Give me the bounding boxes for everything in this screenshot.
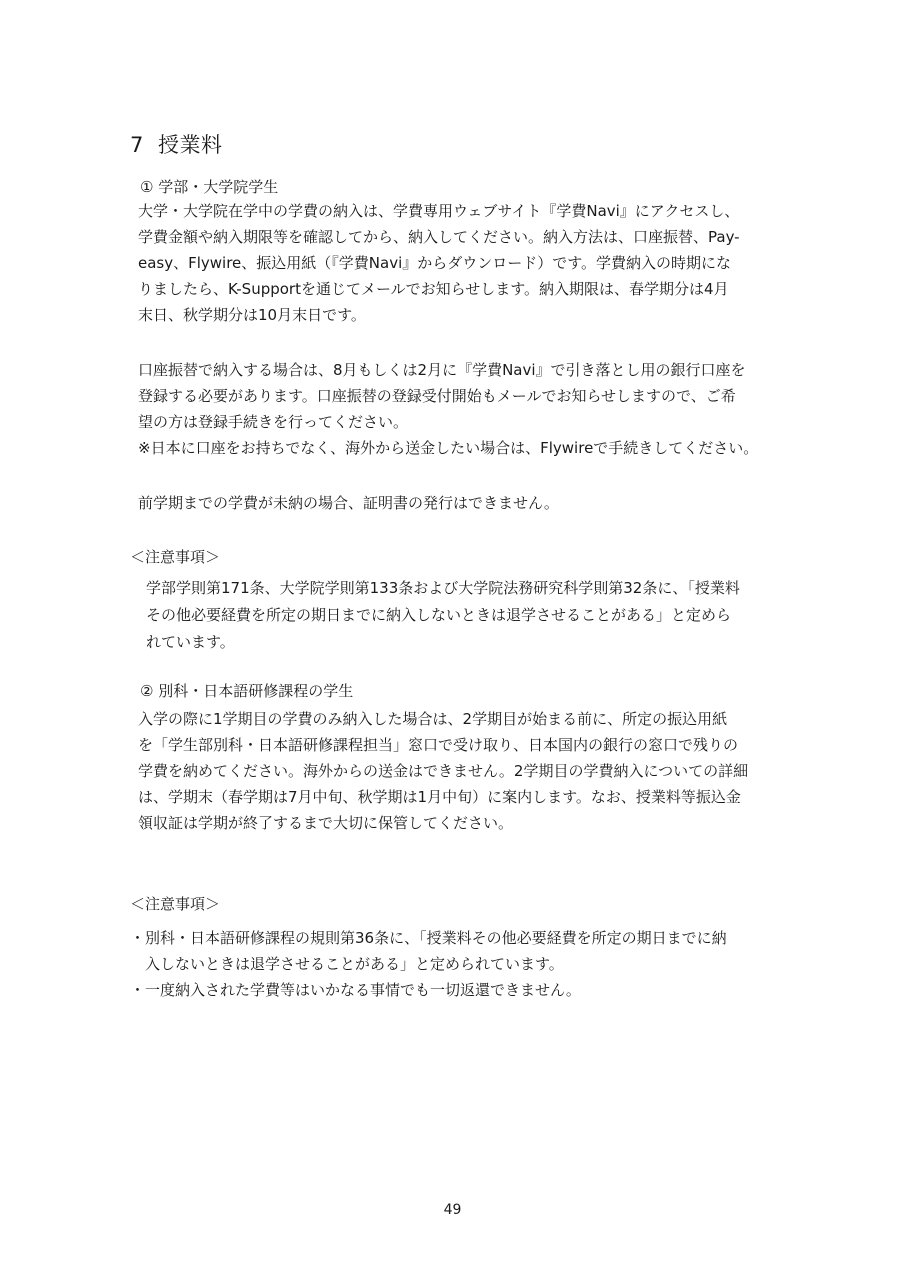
page-number: 49: [443, 1202, 462, 1218]
bullet-item: ・一度納入された学費等はいかなる事情でも一切返還できません。: [130, 981, 581, 999]
note-1-title: ＜注意事項＞: [130, 548, 221, 566]
paragraph-line: 前学期までの学費が未納の場合、証明書の発行はできません。: [138, 494, 559, 512]
paragraph-line: 学費金額や納入期限等を確認してから、納入してください。納入方法は、口座振替、Pay-: [138, 228, 740, 246]
paragraph-line: りましたら、K-Supportを通じてメールでお知らせします。納入期限は、春学期分は4月: [138, 280, 729, 298]
paragraph-line: を「学生部別科・日本語研修課程担当」窓口で受け取り、日本国内の銀行の窓口で残りの: [138, 736, 739, 754]
paragraph-line: 口座振替で納入する場合は、8月もしくは2月に『学費Navi』で引き落とし用の銀行口座を: [138, 361, 746, 379]
note-line: れています。: [146, 633, 235, 651]
paragraph-line: 領収証は学期が終了するまで大切に保管してください。: [138, 814, 514, 832]
paragraph-line: ※日本に口座をお持ちでなく、海外から送金したい場合は、Flywireで手続きしてください。: [138, 439, 759, 457]
subsection-1-paragraph-3: [138, 490, 559, 516]
subsection-1-paragraph-2: [138, 357, 758, 461]
note-line: その他必要経費を所定の期日までに納入しないときは退学させることがある」と定めら: [146, 606, 732, 624]
paragraph-line: 学費を納めてください。海外からの送金はできません。2学期目の学費納入についての詳細: [138, 762, 749, 780]
note-2-body: [130, 925, 727, 1003]
section-number: 7: [130, 133, 144, 157]
paragraph-line: 大学・大学院在学中の学費の納入は、学費専用ウェブサイト『学費Navi』にアクセスし、: [138, 202, 740, 220]
paragraph-line: 登録する必要があります。口座振替の登録受付開始もメールでお知らせしますので、ご希: [138, 387, 736, 405]
note-2-title: ＜注意事項＞: [130, 895, 221, 913]
paragraph-line: 末日、秋学期分は10月末日です。: [138, 306, 366, 324]
section-title: 授業料: [158, 133, 223, 157]
bullet-item: ・別科・日本語研修課程の規則第36条に、「授業料その他必要経費を所定の期日までに納: [130, 929, 727, 947]
paragraph-line: easy、Flywire、振込用紙（『学費Navi』からダウンロード）です。学費納入の時期にな: [138, 254, 732, 272]
section-heading: [130, 129, 223, 161]
note-1-body: [146, 575, 740, 656]
subsection-1-paragraph-1: [138, 198, 740, 328]
paragraph-line: は、学期末（春学期は7月中旬、秋学期は1月中旬）に案内します。なお、授業料等振込金: [138, 788, 741, 806]
paragraph-line: 望の方は登録手続きを行ってください。: [138, 413, 409, 431]
paragraph-line: 入学の際に1学期目の学費のみ納入した場合は、2学期目が始まる前に、所定の振込用紙: [138, 710, 728, 728]
bullet-item: 入しないときは退学させることがある」と定められています。: [130, 955, 564, 973]
subsection-2-title: ② 別科・日本語研修課程の学生: [140, 682, 354, 700]
subsection-1-title: ① 学部・大学院学生: [140, 178, 279, 196]
subsection-2-paragraph: [138, 706, 748, 836]
note-line: 学部学則第171条、大学院学則第133条および大学院法務研究科学則第32条に、「授業料: [146, 579, 740, 597]
